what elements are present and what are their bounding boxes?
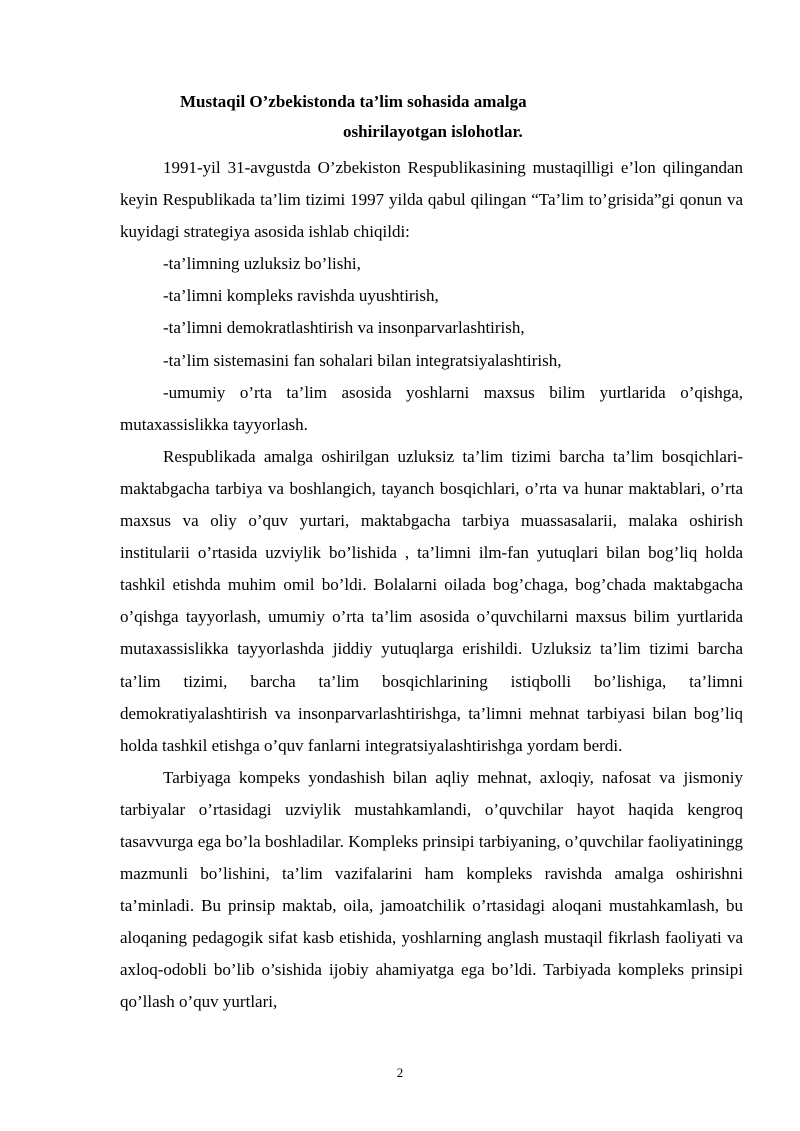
paragraph-intro: 1991-yil 31-avgustda O’zbekiston Respublikasining mustaqilligi e’lon qilingandan keyin Respublikada ta’lim tizimi 1997 yilda qabul qilingan “Ta’lim to’grisida”gi qonun va kuyidagi strategiya asosida ishlab chiqildi:: [120, 158, 743, 242]
list-item-strategy-3: -ta’limni demokratlashtirish va insonparvarlashtirish,: [163, 318, 525, 338]
list-item-strategy-1: -ta’limning uzluksiz bo’lishi,: [163, 254, 361, 274]
document-title-line-1: Mustaqil O’zbekistonda ta’lim sohasida amalga: [180, 92, 527, 111]
document-body: [120, 152, 743, 1019]
document-title-line-2: oshirilayotgan islohotlar.: [343, 122, 523, 141]
list-item-strategy-4: -ta’lim sistemasini fan sohalari bilan integratsiyalashtirish,: [163, 350, 562, 370]
paragraph-continuous-education: Respublikada amalga oshirilgan uzluksiz ta’lim tizimi barcha ta’lim bosqichlari-maktabgacha tarbiya va boshlangich, tayanch bosqichlari, o’rta va hunar maktablari, o’rta maxsus va oliy o’quv yurtari, maktabgacha tarbiya muassasalarii, malaka oshirish institularii o’rtasida uzviylik bo’lishida , ta’limni ilm-fan yutuqlari bilan bog’liq holda tashkil etishda muhim omil bo’ldi. Bolalarni oilada bog’chaga, bog’chada maktabgacha o’qishga tayyorlash, umumiy o’rta ta’lim asosida o’quvchilarni maxsus bilim yurtlarida mutaxassislikka tayyorlashda jiddiy yutuqlarga erishildi. Uzluksiz ta’lim tizimi barcha ta’lim tizimi, barcha ta’lim bosqichlarining istiqbolli bo’lishiga, ta’limni demokratiyalashtirish va insonparvarlashtirishga, ta’limni mehnat tarbiyasi bilan bog’liq holda tashkil etishga o’quv fanlarni integratsiyalashtirishga yordam berdi.: [120, 446, 743, 755]
list-item-strategy-2: -ta’limni kompleks ravishda uyushtirish,: [163, 286, 439, 306]
page-number: 2: [396, 1065, 404, 1080]
paragraph-complex-upbringing: Tarbiyaga kompeks yondashish bilan aqliy mehnat, axloqiy, nafosat va jismoniy tarbiyalar o’rtasidagi uzviylik mustahkamlandi, o’quvchilar hayot haqida kengroq tasavvurga ega bo’la boshladilar. Kompleks prinsipi tarbiyaning, o’quvchilar faoliyatiningg mazmunli bo’lishini, ta’lim vazifalarini ham kompleks ravishda amalga oshirishni ta’minladi. Bu prinsip maktab, oila, jamoatchilik o’rtasidagi aloqani mustahkamlash, bu aloqaning pedagogik sifat kasb etishida, yoshlarning anglash mustaqil fikrlash faoliyati va axloq-odobli bo’lib o’sishida ijobiy ahamiyatga ega bo’ldi. Tarbiyada kompleks prinsipi qo’llash o’quv yurtlari,: [120, 767, 743, 1012]
list-item-strategy-5: -umumiy o’rta ta’lim asosida yoshlarni maxsus bilim yurtlarida o’qishga, mutaxassislikka tayyorlash.: [120, 382, 743, 434]
